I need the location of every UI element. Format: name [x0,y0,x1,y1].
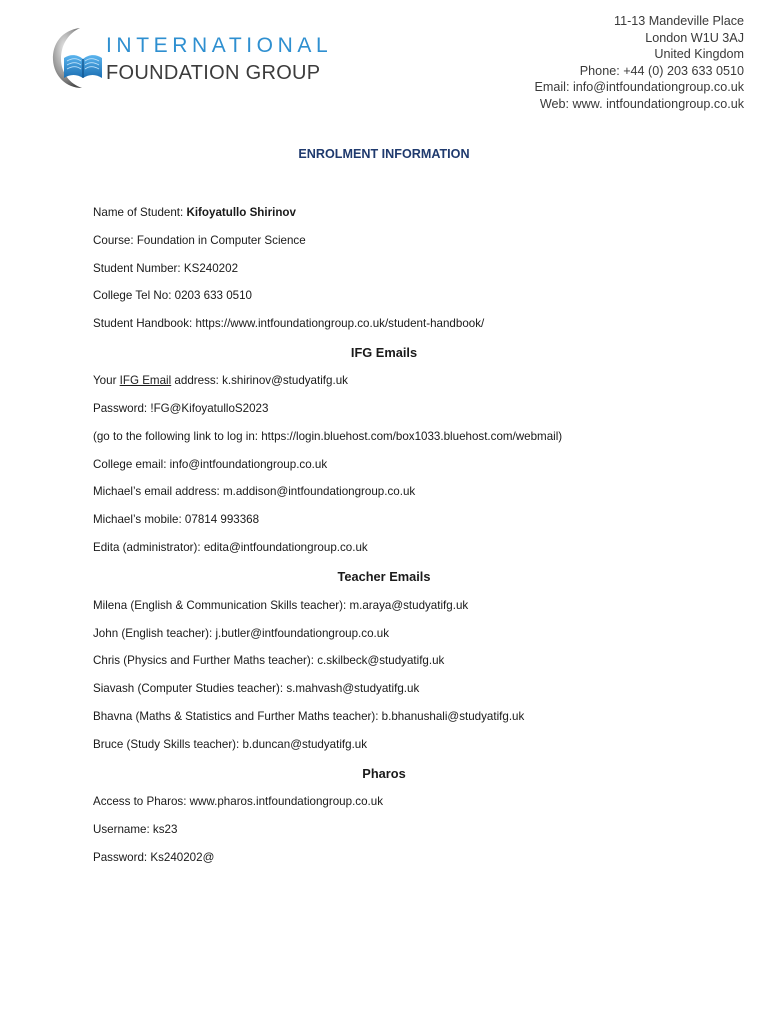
logo-text-international: INTERNATIONAL [106,34,333,57]
teacher-email-item: Milena (English & Communication Skills teacher): m.araya@studyatifg.uk [93,599,469,612]
address-line-1: 11-13 Mandeville Place [614,14,744,28]
teacher-emails-heading: Teacher Emails [337,569,431,584]
ifg-emails-heading: IFG Emails [350,345,418,360]
pharos-username-line: Username: ks23 [93,823,178,836]
ifg-password-line: Password: !FG@KifoyatulloS2023 [93,402,269,415]
address-email: Email: info@intfoundationgroup.co.uk [534,80,744,94]
logo-text-foundation-group: FOUNDATION GROUP [106,62,321,84]
student-handbook-line: Student Handbook: https://www.intfoundationgroup.co.uk/student-handbook/ [93,317,485,330]
globe-book-logo-icon [50,26,106,90]
teacher-email-item: Chris (Physics and Further Maths teacher): c.skilbeck@studyatifg.uk [93,654,445,667]
teacher-email-item: Bhavna (Maths & Statistics and Further Maths teacher): b.bhanushali@studyatifg.uk [93,710,525,723]
course-line: Course: Foundation in Computer Science [93,234,306,247]
address-line-3: United Kingdom [654,47,744,61]
address-phone: Phone: +44 (0) 203 633 0510 [579,63,744,78]
ifg-email-suffix: address: k.shirinov@studyatifg.uk [171,374,348,387]
college-email-line: College email: info@intfoundationgroup.co.uk [93,458,328,471]
edita-email-line: Edita (administrator): edita@intfoundationgroup.co.uk [93,541,368,554]
student-number-line: Student Number: KS240202 [93,262,239,275]
teacher-email-item: John (English teacher): j.butler@intfoundationgroup.co.uk [93,627,389,640]
michael-mobile-line: Michael’s mobile: 07814 993368 [93,513,260,526]
student-name-line [93,206,296,219]
ifg-email-prefix: Your [93,374,120,387]
contact-address-block [534,13,744,112]
address-web: Web: www. intfoundationgroup.co.uk [539,96,744,111]
ifg-email-line [93,374,348,387]
webmail-login-note: (go to the following link to log in: https://login.bluehost.com/box1033.bluehost.com/webmail) [93,430,563,443]
pharos-access-line: Access to Pharos: www.pharos.intfoundationgroup.co.uk [93,795,384,808]
address-line-2: London W1U 3AJ [645,30,744,45]
teacher-email-item: Bruce (Study Skills teacher): b.duncan@studyatifg.uk [93,738,368,751]
college-tel-line: College Tel No: 0203 633 0510 [93,289,253,302]
ifg-email-link[interactable]: IFG Email [119,374,172,387]
michael-email-line: Michael’s email address: m.addison@intfoundationgroup.co.uk [93,485,416,498]
ifg-logo [50,26,350,90]
student-name-label: Name of Student: [93,206,187,219]
document-title: ENROLMENT INFORMATION [298,147,470,161]
teacher-email-item: Siavash (Computer Studies teacher): s.mahvash@studyatifg.uk [93,682,420,695]
pharos-heading: Pharos [362,766,406,781]
student-name-value: Kifoyatullo Shirinov [186,206,296,219]
pharos-password-line: Password: Ks240202@ [93,851,215,864]
